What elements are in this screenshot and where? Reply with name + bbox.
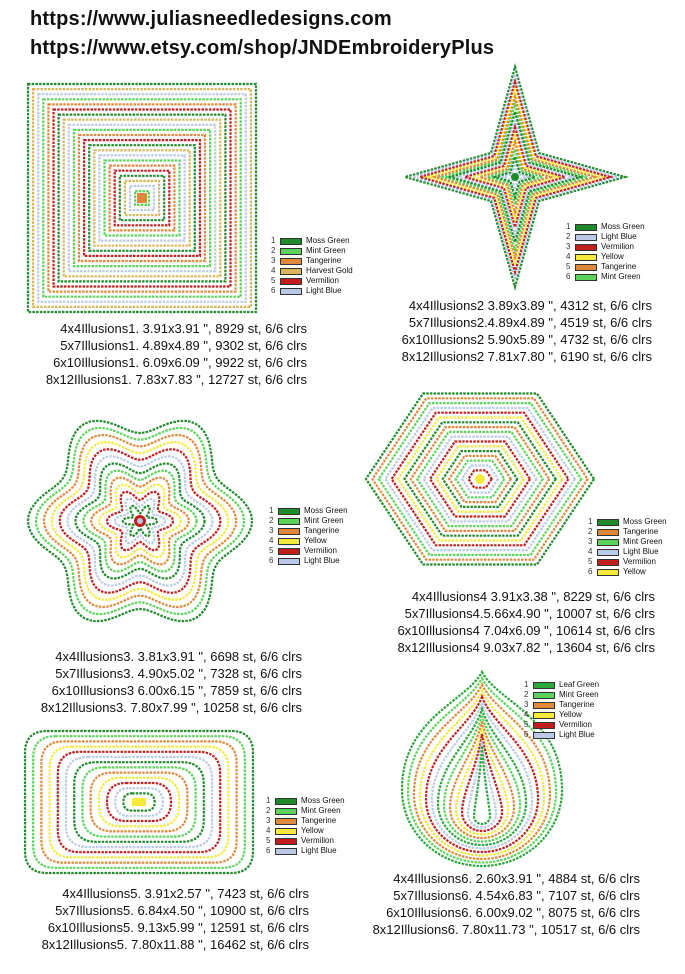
- color-swatch: [575, 234, 597, 241]
- legend-illusions1: [271, 236, 353, 296]
- legend-row: [588, 517, 667, 527]
- legend-number: 5: [266, 836, 271, 845]
- legend-row: [266, 796, 345, 806]
- color-name: Tangerine: [559, 700, 595, 709]
- legend-number: 6: [269, 556, 274, 565]
- legend-row: [566, 262, 645, 272]
- size-spec: 5x7Illusions2.4.89x4.89 ", 4519 st, 6/6 clrs: [408, 315, 652, 330]
- color-name: Yellow: [301, 826, 324, 835]
- legend-row: [566, 232, 645, 242]
- legend-number: 3: [524, 700, 529, 709]
- sizes-illusions5: [42, 885, 309, 953]
- color-name: Vermilion: [301, 836, 334, 845]
- color-name: Moss Green: [601, 222, 645, 231]
- color-name: Yellow: [601, 252, 624, 261]
- color-swatch: [278, 548, 300, 555]
- color-swatch: [533, 702, 555, 709]
- legend-number: 3: [588, 537, 593, 546]
- size-spec: 5x7Illusions5. 6.84x4.50 ", 10900 st, 6/6 clrs: [55, 903, 309, 918]
- legend-number: 1: [266, 796, 271, 805]
- sizes-illusions4: [397, 588, 655, 656]
- sizes-illusions3: [41, 648, 302, 716]
- legend-number: 1: [524, 680, 529, 689]
- legend-number: 4: [269, 536, 274, 545]
- color-name: Vermilion: [304, 546, 337, 555]
- legend-number: 6: [266, 846, 271, 855]
- size-spec: 4x4Illusions5. 3.91x2.57 ", 7423 st, 6/6 clrs: [62, 886, 309, 901]
- color-swatch: [280, 238, 302, 245]
- size-spec: 8x12Illusions2 7.81x7.80 ", 6190 st, 6/6 clrs: [401, 349, 652, 364]
- legend-row: [524, 710, 599, 720]
- color-name: Mint Green: [601, 272, 641, 281]
- etsy-shop-url[interactable]: https://www.etsy.com/shop/JNDEmbroideryPlus: [30, 37, 495, 59]
- color-name: Light Blue: [306, 286, 342, 295]
- color-swatch: [280, 278, 302, 285]
- legend-number: 5: [524, 720, 529, 729]
- color-name: Yellow: [304, 536, 327, 545]
- legend-row: [566, 242, 645, 252]
- color-name: Yellow: [623, 567, 646, 576]
- color-swatch: [575, 274, 597, 281]
- color-name: Mint Green: [304, 516, 344, 525]
- color-name: Light Blue: [601, 232, 637, 241]
- color-name: Moss Green: [304, 506, 348, 515]
- legend-number: 3: [566, 242, 571, 251]
- color-name: Moss Green: [623, 517, 667, 526]
- color-swatch: [575, 244, 597, 251]
- legend-number: 3: [271, 256, 276, 265]
- color-swatch: [275, 828, 297, 835]
- size-spec: 6x10Illusions2 5.90x5.89 ", 4732 st, 6/6 clrs: [401, 332, 652, 347]
- legend-number: 6: [588, 567, 593, 576]
- legend-number: 1: [588, 517, 593, 526]
- legend-number: 6: [524, 730, 529, 739]
- legend-number: 5: [566, 262, 571, 271]
- sizes-illusions2: [402, 297, 652, 365]
- legend-row: [566, 272, 645, 282]
- color-swatch: [278, 508, 300, 515]
- legend-number: 2: [566, 232, 571, 241]
- legend-row: [566, 222, 645, 232]
- color-name: Mint Green: [559, 690, 599, 699]
- legend-number: 2: [588, 527, 593, 536]
- color-swatch: [575, 264, 597, 271]
- color-swatch: [533, 692, 555, 699]
- color-name: Mint Green: [301, 806, 341, 815]
- color-name: Yellow: [559, 710, 582, 719]
- size-spec: 5x7Illusions6. 4.54x6.83 ", 7107 st, 6/6 clrs: [393, 888, 640, 903]
- size-spec: 8x12Illusions5. 7.80x11.88 ", 16462 st, 6/6 clrs: [41, 937, 309, 952]
- size-spec: 6x10Illusions6. 6.00x9.02 ", 8075 st, 6/6 clrs: [386, 905, 640, 920]
- legend-row: [269, 536, 348, 546]
- color-swatch: [280, 248, 302, 255]
- color-swatch: [275, 808, 297, 815]
- color-swatch: [533, 722, 555, 729]
- color-name: Light Blue: [304, 556, 340, 565]
- color-name: Harvest Gold: [306, 266, 353, 275]
- illusions4-hexagon-artwork: [366, 379, 594, 579]
- size-spec: 6x10Illusions1. 6.09x6.09 ", 9922 st, 6/6 clrs: [53, 355, 307, 370]
- legend-row: [588, 557, 667, 567]
- legend-row: [266, 806, 345, 816]
- stitch-ring: [468, 740, 496, 827]
- legend-number: 2: [269, 516, 274, 525]
- size-spec: 8x12Illusions1. 7.83x7.83 ", 12727 st, 6/6 clrs: [45, 372, 307, 387]
- legend-number: 1: [271, 236, 276, 245]
- size-spec: 6x10Illusions4 7.04x6.09 ", 10614 st, 6/6 clrs: [397, 623, 655, 638]
- legend-number: 1: [566, 222, 571, 231]
- legend-row: [588, 527, 667, 537]
- legend-row: [269, 556, 348, 566]
- legend-illusions6: [524, 680, 599, 740]
- legend-number: 2: [271, 246, 276, 255]
- size-spec: 5x7Illusions3. 4.90x5.02 ", 7328 st, 6/6 clrs: [55, 666, 302, 681]
- color-swatch: [278, 538, 300, 545]
- legend-number: 5: [271, 276, 276, 285]
- legend-illusions3: [269, 506, 348, 566]
- legend-number: 2: [266, 806, 271, 815]
- color-name: Light Blue: [559, 730, 595, 739]
- color-swatch: [278, 558, 300, 565]
- legend-number: 4: [566, 252, 571, 261]
- legend-row: [271, 236, 353, 246]
- legend-row: [566, 252, 645, 262]
- color-swatch: [280, 288, 302, 295]
- color-name: Leaf Green: [559, 680, 600, 689]
- legend-row: [266, 836, 345, 846]
- legend-row: [271, 266, 353, 276]
- legend-number: 4: [588, 547, 593, 556]
- color-swatch: [533, 732, 555, 739]
- color-swatch: [597, 539, 619, 546]
- illusions3-flower-artwork: [30, 405, 250, 637]
- color-name: Vermilion: [559, 720, 592, 729]
- color-swatch: [597, 549, 619, 556]
- illusions1-square-artwork: [25, 84, 260, 312]
- color-swatch: [575, 254, 597, 261]
- size-spec: 4x4Illusions3. 3.81x3.91 ", 6698 st, 6/6 clrs: [55, 649, 302, 664]
- color-name: Mint Green: [623, 537, 663, 546]
- legend-row: [269, 526, 348, 536]
- legend-row: [588, 537, 667, 547]
- size-spec: 6x10Illusions3 6.00x6.15 ", 7859 st, 6/6 clrs: [51, 683, 302, 698]
- legend-number: 2: [524, 690, 529, 699]
- color-name: Mint Green: [306, 246, 346, 255]
- legend-row: [266, 846, 345, 856]
- legend-row: [271, 276, 353, 286]
- color-name: Tangerine: [304, 526, 340, 535]
- legend-number: 3: [266, 816, 271, 825]
- color-name: Tangerine: [601, 262, 637, 271]
- legend-number: 3: [269, 526, 274, 535]
- legend-row: [271, 256, 353, 266]
- color-name: Moss Green: [301, 796, 345, 805]
- size-spec: 4x4Illusions6. 2.60x3.91 ", 4884 st, 6/6 clrs: [393, 871, 640, 886]
- legend-row: [269, 516, 348, 526]
- legend-row: [524, 690, 599, 700]
- color-swatch: [275, 818, 297, 825]
- legend-illusions5: [266, 796, 345, 856]
- size-spec: 5x7Illusions4.5.66x4.90 ", 10007 st, 6/6 clrs: [404, 606, 655, 621]
- color-swatch: [597, 559, 619, 566]
- legend-row: [588, 567, 667, 577]
- color-name: Light Blue: [301, 846, 337, 855]
- legend-number: 4: [266, 826, 271, 835]
- size-spec: 8x12Illusions4 9.03x7.82 ", 13604 st, 6/6 clrs: [397, 640, 655, 655]
- legend-row: [588, 547, 667, 557]
- color-name: Light Blue: [623, 547, 659, 556]
- color-swatch: [597, 569, 619, 576]
- legend-row: [269, 506, 348, 516]
- legend-number: 1: [269, 506, 274, 515]
- size-spec: 8x12Illusions3. 7.80x7.99 ", 10258 st, 6/6 clrs: [40, 700, 302, 715]
- legend-illusions4: [588, 517, 667, 577]
- color-name: Vermilion: [623, 557, 656, 566]
- legend-row: [524, 700, 599, 710]
- website-url[interactable]: https://www.juliasneedledesigns.com: [30, 8, 392, 30]
- color-name: Vermilion: [306, 276, 339, 285]
- legend-number: 5: [269, 546, 274, 555]
- color-swatch: [278, 528, 300, 535]
- legend-number: 6: [566, 272, 571, 281]
- legend-row: [269, 546, 348, 556]
- color-swatch: [278, 518, 300, 525]
- size-spec: 6x10Illusions5. 9.13x5.99 ", 12591 st, 6/6 clrs: [47, 920, 309, 935]
- legend-row: [266, 816, 345, 826]
- legend-row: [524, 730, 599, 740]
- legend-row: [271, 286, 353, 296]
- color-swatch: [280, 268, 302, 275]
- size-spec: 4x4Illusions2 3.89x3.89 ", 4312 st, 6/6 clrs: [408, 298, 652, 313]
- color-swatch: [275, 798, 297, 805]
- legend-row: [524, 680, 599, 690]
- color-swatch: [275, 838, 297, 845]
- legend-row: [266, 826, 345, 836]
- size-spec: 5x7Illusions1. 4.89x4.89 ", 9302 st, 6/6 clrs: [60, 338, 307, 353]
- color-swatch: [275, 848, 297, 855]
- color-name: Tangerine: [623, 527, 659, 536]
- legend-number: 6: [271, 286, 276, 295]
- legend-row: [524, 720, 599, 730]
- size-spec: 8x12Illusions6. 7.80x11.73 ", 10517 st, 6/6 clrs: [372, 922, 640, 937]
- color-name: Moss Green: [306, 236, 350, 245]
- legend-illusions2: [566, 222, 645, 282]
- size-spec: 4x4Illusions1. 3.91x3.91 ", 8929 st, 6/6 clrs: [60, 321, 307, 336]
- color-name: Vermilion: [601, 242, 634, 251]
- color-name: Tangerine: [301, 816, 337, 825]
- color-swatch: [533, 682, 555, 689]
- legend-number: 4: [271, 266, 276, 275]
- color-swatch: [597, 519, 619, 526]
- legend-row: [271, 246, 353, 256]
- color-name: Tangerine: [306, 256, 342, 265]
- sizes-illusions6: [373, 870, 640, 938]
- legend-number: 5: [588, 557, 593, 566]
- legend-number: 4: [524, 710, 529, 719]
- color-swatch: [575, 224, 597, 231]
- color-swatch: [533, 712, 555, 719]
- size-spec: 4x4Illusions4 3.91x3.38 ", 8229 st, 6/6 clrs: [411, 589, 655, 604]
- sizes-illusions1: [46, 320, 307, 388]
- color-swatch: [280, 258, 302, 265]
- illusions5-rectangle-artwork: [22, 728, 257, 876]
- color-swatch: [597, 529, 619, 536]
